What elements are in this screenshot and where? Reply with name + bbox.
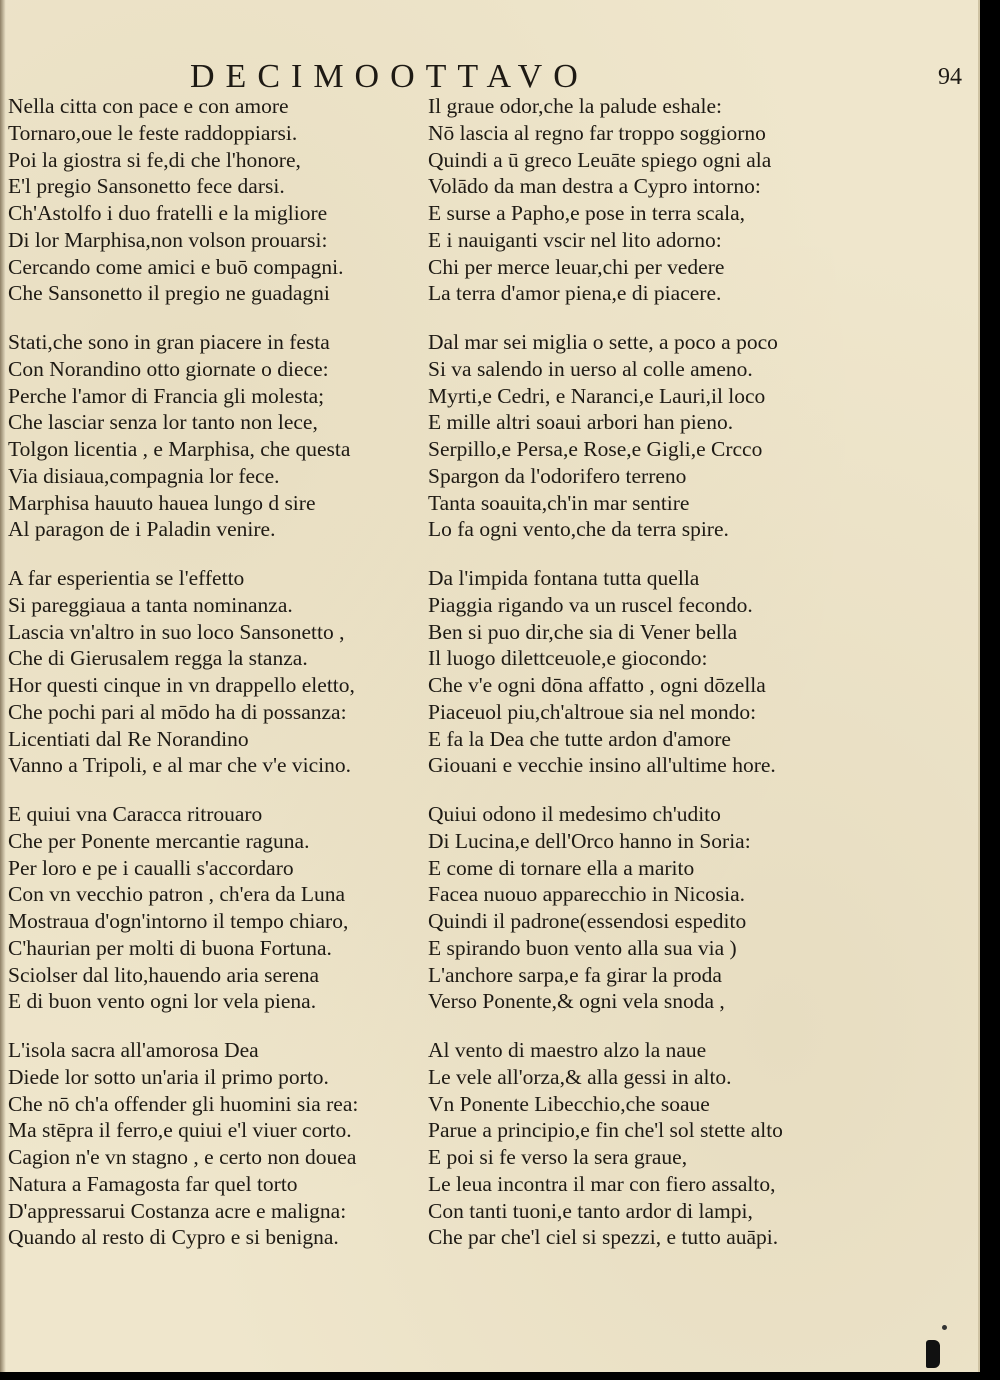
verse-line: Lascia vn'altro in suo loco Sansonetto , xyxy=(8,619,345,644)
verse-line: Si va salendo in uerso al colle ameno. xyxy=(428,356,753,381)
verse-line: Che pochi pari al mōdo ha di possanza: xyxy=(8,699,347,724)
verse-line: Al paragon de i Paladin venire. xyxy=(8,517,276,542)
verse-line: Tolgon licentia , e Marphisa, che questa xyxy=(8,437,351,461)
verse-line: E i nauiganti vscir nel lito adorno: xyxy=(428,227,722,252)
verse-line: Diede lor sotto un'aria il primo porto. xyxy=(8,1064,329,1089)
verse-line: E come di tornare ella a marito xyxy=(428,855,695,880)
verse-line: Stati,che sono in gran piacere in festa xyxy=(8,330,330,354)
verse-line: Che lasciar senza lor tanto non lece, xyxy=(8,410,318,435)
verse-line: Giouani e vecchie insino all'ultime hore. xyxy=(428,753,776,778)
ink-blot xyxy=(942,1325,947,1330)
verse-line: Cagion n'e vn stagno , e certo non douea xyxy=(8,1145,357,1169)
folio-number: 94 xyxy=(938,64,962,90)
stanza xyxy=(8,93,448,307)
verse-line: Cercando come amici e buō compagni. xyxy=(8,254,344,279)
verse-line: E di buon vento ogni lor vela piena. xyxy=(8,989,317,1014)
page-tab-mark xyxy=(926,1340,940,1368)
verse-line: Nella citta con pace e con amore xyxy=(8,94,289,118)
verse-line: E'l pregio Sansonetto fece darsi. xyxy=(8,174,285,199)
verse-line: Quando al resto di Cypro e si benigna. xyxy=(8,1225,339,1250)
verse-line: Che di Gierusalem regga la stanza. xyxy=(8,646,308,671)
verse-line: Myrti,e Cedri, e Naranci,e Lauri,il loco xyxy=(428,383,766,408)
verse-line: Di lor Marphisa,non volson prouarsi: xyxy=(8,227,328,252)
verse-line: E fa la Dea che tutte ardon d'amore xyxy=(428,726,731,751)
verse-line: E spirando buon vento alla sua via ) xyxy=(428,935,737,960)
verse-line: Poi la giostra si fe,di che l'honore, xyxy=(8,147,301,172)
stanza xyxy=(8,1037,448,1251)
verse-line: E poi si fe verso la sera graue, xyxy=(428,1145,688,1169)
verse-line: Il graue odor,che la palude eshale: xyxy=(428,94,723,118)
verse-line: Sciolser dal lito,hauendo aria serena xyxy=(8,962,320,987)
verse-line: Parue a principio,e fin che'l sol stette alto xyxy=(428,1118,783,1143)
verse-line: L'anchore sarpa,e fa girar la proda xyxy=(428,962,722,987)
verse-line: Quiui odono il medesimo ch'udito xyxy=(428,802,721,826)
verse-line: D'appressarui Costanza acre e maligna: xyxy=(8,1198,347,1223)
stanza xyxy=(8,565,448,779)
verse-line: Volādo da man destra a Cypro intorno: xyxy=(428,174,761,199)
verse-line: Via disiaua,compagnia lor fece. xyxy=(8,463,280,488)
stanza xyxy=(428,565,868,779)
right-column xyxy=(428,93,868,1273)
verse-line: Con vn vecchio patron , ch'era da Luna xyxy=(8,882,345,907)
stanza xyxy=(428,801,868,1015)
verse-line: C'haurian per molti di buona Fortuna. xyxy=(8,935,332,960)
page-gutter-shadow xyxy=(0,0,6,1372)
verse-line: Chi per merce leuar,chi per vedere xyxy=(428,254,725,279)
verse-line: Licentiati dal Re Norandino xyxy=(8,726,249,751)
stanza xyxy=(8,329,448,543)
left-column xyxy=(8,93,448,1273)
verse-line: Vn Ponente Libecchio,che soaue xyxy=(428,1091,710,1116)
verse-line: Che v'e ogni dōna affatto , ogni dōzella xyxy=(428,673,766,697)
verse-line: Da l'impida fontana tutta quella xyxy=(428,566,700,590)
verse-line: Verso Ponente,& ogni vela snoda , xyxy=(428,989,725,1014)
verse-line: A far esperientia se l'effetto xyxy=(8,566,245,590)
verse-line: Ma stēpra il ferro,e quiui e'l viuer corto. xyxy=(8,1118,352,1143)
verse-line: Marphisa hauuto hauea lungo d sire xyxy=(8,490,316,515)
verse-line: Le leua incontra il mar con fiero assalto, xyxy=(428,1171,776,1196)
verse-line: L'isola sacra all'amorosa Dea xyxy=(8,1038,259,1062)
verse-line: Quindi a ū greco Leuāte spiego ogni ala xyxy=(428,147,772,172)
verse-line: Piaggia rigando va un ruscel fecondo. xyxy=(428,592,753,617)
verse-line: Che nō ch'a offender gli huomini sia rea: xyxy=(8,1091,359,1116)
verse-line: E quiui vna Caracca ritrouaro xyxy=(8,802,263,826)
verse-line: Piaceuol piu,ch'altroue sia nel mondo: xyxy=(428,699,757,724)
verse-line: Tanta soauita,ch'in mar sentire xyxy=(428,490,690,515)
verse-line: Natura a Famagosta far quel torto xyxy=(8,1171,298,1196)
verse-line: Hor questi cinque in vn drappello eletto, xyxy=(8,673,355,697)
verse-line: Ben si puo dir,che sia di Vener bella xyxy=(428,619,738,644)
verse-line: Perche l'amor di Francia gli molesta; xyxy=(8,383,325,408)
page-header xyxy=(0,58,978,98)
verse-line: Al vento di maestro alzo la naue xyxy=(428,1038,707,1062)
verse-line: Vanno a Tripoli, e al mar che v'e vicino. xyxy=(8,753,352,778)
verse-line: Quindi il padrone(essendosi espedito xyxy=(428,909,747,933)
stanza xyxy=(8,801,448,1015)
stanza xyxy=(428,1037,868,1251)
verse-line: Con tanti tuoni,e tanto ardor di lampi, xyxy=(428,1198,753,1223)
verse-line: Per loro e pe i caualli s'accordaro xyxy=(8,855,294,880)
verse-line: Le vele all'orza,& alla gessi in alto. xyxy=(428,1064,732,1089)
verse-line: Che Sansonetto il pregio ne guadagni xyxy=(8,281,330,306)
verse-line: Dal mar sei miglia o sette, a poco a poco xyxy=(428,330,778,354)
verse-line: Con Norandino otto giornate o diece: xyxy=(8,356,329,381)
verse-line: Tornaro,oue le feste raddoppiarsi. xyxy=(8,120,298,145)
verse-line: Lo fa ogni vento,che da terra spire. xyxy=(428,517,729,542)
verse-line: Che par che'l ciel si spezzi, e tutto auāpi. xyxy=(428,1225,779,1250)
verse-line: Spargon da l'odorifero terreno xyxy=(428,463,687,488)
verse-line: Di Lucina,e dell'Orco hanno in Soria: xyxy=(428,828,751,853)
stanza xyxy=(428,93,868,307)
verse-line: Si pareggiaua a tanta nominanza. xyxy=(8,592,293,617)
verse-line: Il luogo dilettceuole,e giocondo: xyxy=(428,646,708,671)
verse-line: E mille altri soaui arbori han pieno. xyxy=(428,410,734,435)
stanza xyxy=(428,329,868,543)
verse-line: Ch'Astolfo i duo fratelli e la migliore xyxy=(8,201,328,225)
running-title: DECIMOOTTAVO xyxy=(190,58,589,95)
verse-line: Nō lascia al regno far troppo soggiorno xyxy=(428,120,766,145)
verse-line: La terra d'amor piena,e di piacere. xyxy=(428,281,722,306)
verse-line: Che per Ponente mercantie raguna. xyxy=(8,828,310,853)
verse-line: E surse a Papho,e pose in terra scala, xyxy=(428,201,746,225)
verse-line: Mostraua d'ogn'intorno il tempo chiaro, xyxy=(8,909,349,933)
verse-line: Serpillo,e Persa,e Rose,e Gigli,e Crcco xyxy=(428,437,763,461)
verse-line: Facea nuouo apparecchio in Nicosia. xyxy=(428,882,745,907)
